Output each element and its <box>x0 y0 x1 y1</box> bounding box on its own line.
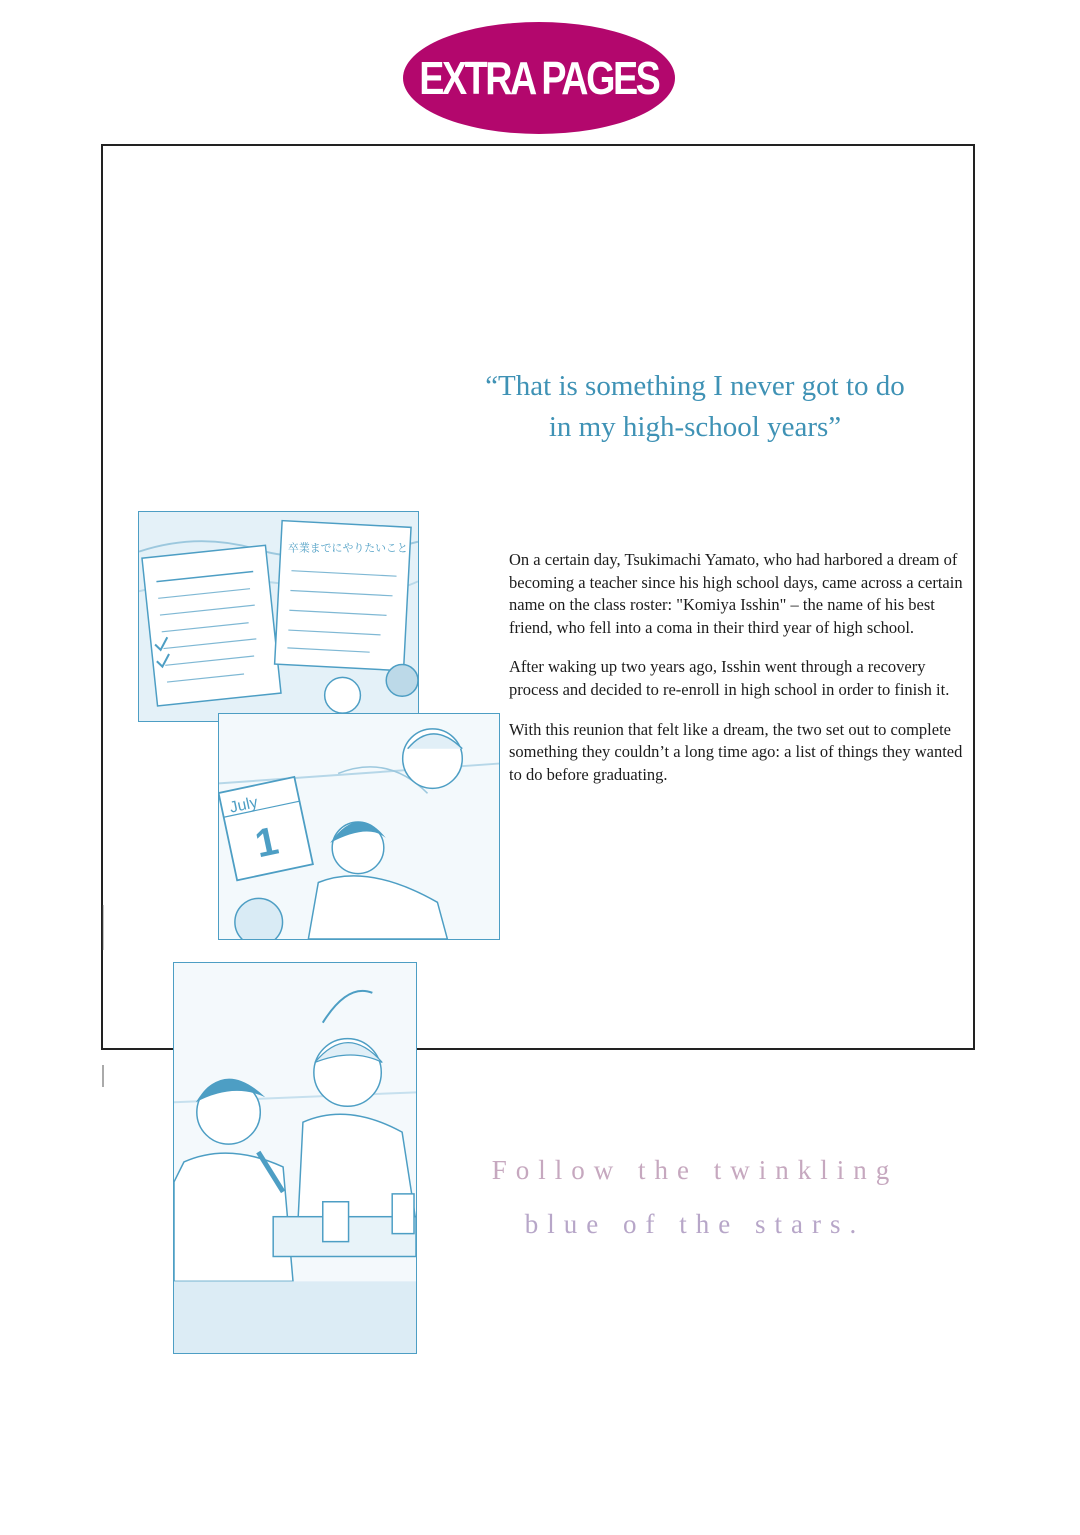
extra-pages-label: EXTRA PAGES <box>419 52 659 104</box>
edge-mark <box>102 905 104 950</box>
pull-quote-line-2: in my high-school years” <box>548 411 842 443</box>
tagline-line-1: Follow the twinkling <box>491 1155 899 1185</box>
manga-panel-celebration <box>173 962 417 1354</box>
synopsis <box>509 549 969 803</box>
synopsis-paragraph: After waking up two years ago, Isshin went through a recovery process and decided to re-enroll in high school in order to finish it. <box>509 657 950 699</box>
pull-quote <box>415 366 975 448</box>
celebration-illustration <box>174 963 416 1353</box>
calendar-month: July <box>228 794 260 817</box>
bucket-list-illustration <box>139 512 418 721</box>
tagline-line-2: blue of the stars. <box>524 1209 866 1239</box>
edge-mark <box>102 1065 104 1087</box>
manga-panel-calendar <box>218 713 500 940</box>
tagline <box>440 1143 950 1251</box>
calendar-illustration <box>219 714 499 939</box>
extra-pages-badge <box>403 22 675 134</box>
synopsis-paragraph: With this reunion that felt like a dream, the two set out to complete something they couldn’t a long time ago: a list of things they wanted to do before graduating. <box>509 719 963 784</box>
synopsis-paragraph: On a certain day, Tsukimachi Yamato, who had harbored a dream of becoming a teacher since his high school days, came across a certain name on the class roster: "Komiya Isshin" – the name of his best friend, who fell into a coma in their third year of high school. <box>509 550 963 637</box>
calendar-day: 1 <box>251 818 283 867</box>
list-note-heading: 卒業までにやりたいこと <box>287 541 408 555</box>
pull-quote-line-1: “That is something I never got to do <box>485 370 905 402</box>
manga-panel-bucket-list <box>138 511 419 722</box>
